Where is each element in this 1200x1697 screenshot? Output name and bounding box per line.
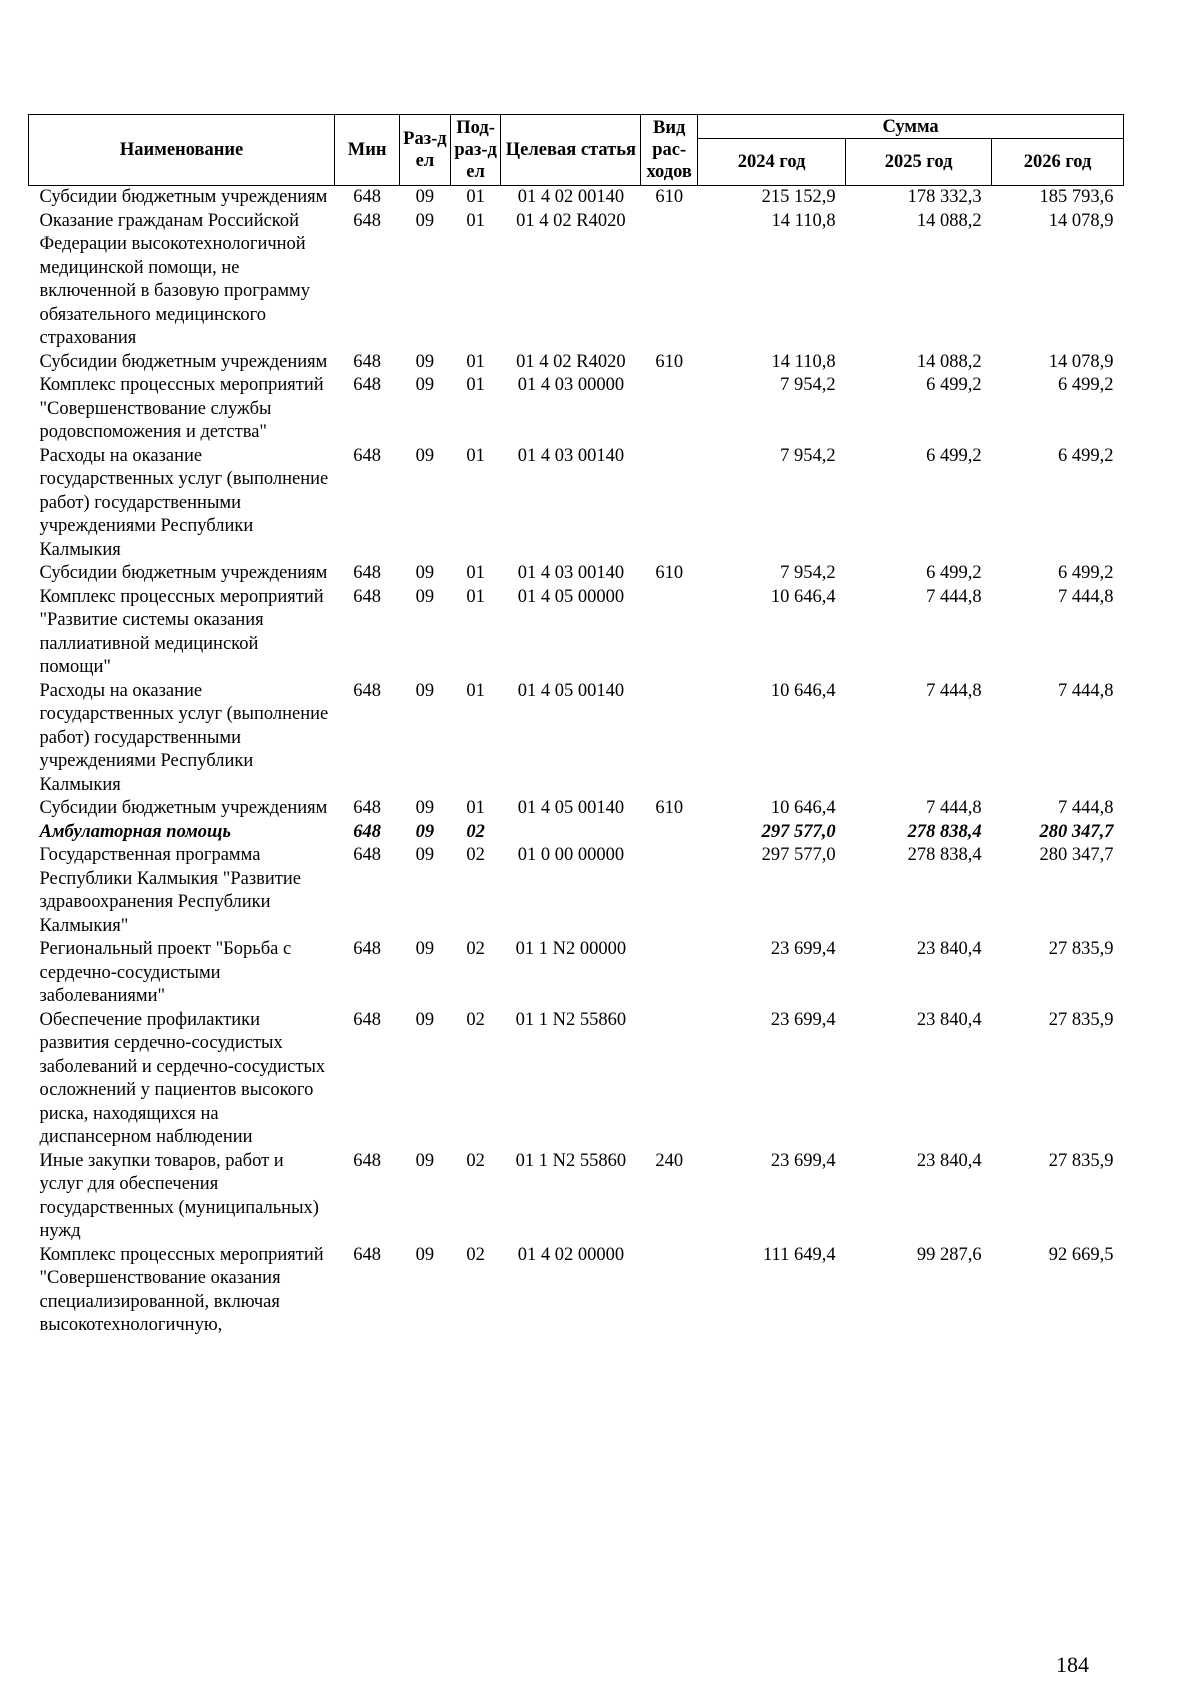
cell-podrazdel: 01 bbox=[466, 351, 485, 372]
cell-min: 648 bbox=[353, 445, 381, 466]
cell-razdel: 09 bbox=[415, 563, 435, 583]
cell-name: Комплекс процессных мероприятий "Совершенствование оказания специализированной, включая высокотехнологичную, bbox=[39, 1244, 324, 1335]
cell-name: Расходы на оказание государственных услуг (выполнение работ) государственными учреждениями Республики Калмыкия bbox=[39, 680, 329, 795]
cell-tselevaya: 01 1 N2 55860 bbox=[515, 1150, 627, 1171]
cell-amount-2024: 10 646,4 bbox=[770, 798, 836, 818]
cell-podrazdel: 02 bbox=[466, 1009, 485, 1030]
cell-amount-2026: 6 499,2 bbox=[1058, 375, 1114, 395]
header-year-2025: 2025 год bbox=[846, 139, 992, 186]
cell-podrazdel: 01 bbox=[466, 375, 485, 395]
cell-amount-2024: 10 646,4 bbox=[770, 680, 836, 701]
cell-amount-2025: 6 499,2 bbox=[926, 445, 982, 466]
cell-name: Иные закупки товаров, работ и услуг для обеспечения государственных (муниципальных) нужд bbox=[39, 1150, 319, 1241]
cell-vid bbox=[641, 210, 698, 351]
cell-amount-2025: 6 499,2 bbox=[926, 375, 982, 395]
cell-min: 648 bbox=[353, 586, 381, 607]
cell-amount-2024: 7 954,2 bbox=[780, 563, 836, 583]
cell-amount-2026: 7 444,8 bbox=[1058, 680, 1114, 701]
cell-amount-2025: 14 088,2 bbox=[916, 351, 982, 372]
cell-tselevaya: 01 0 00 00000 bbox=[517, 845, 625, 865]
cell-tselevaya: 01 1 N2 00000 bbox=[515, 939, 627, 959]
cell-min: 648 bbox=[353, 187, 381, 207]
table-row bbox=[29, 1009, 1124, 1150]
cell-amount-2025: 6 499,2 bbox=[926, 563, 982, 583]
cell-razdel: 09 bbox=[415, 845, 435, 865]
cell-razdel: 09 bbox=[415, 1009, 435, 1030]
cell-name: Комплекс процессных мероприятий "Совершенствование службы родовспоможения и детства" bbox=[39, 375, 324, 442]
cell-razdel: 09 bbox=[415, 1150, 435, 1171]
cell-tselevaya: 01 4 05 00140 bbox=[517, 798, 625, 818]
cell-tselevaya: 01 4 03 00140 bbox=[517, 445, 625, 466]
cell-amount-2026: 27 835,9 bbox=[1048, 1150, 1114, 1171]
cell-razdel: 09 bbox=[415, 680, 435, 701]
cell-amount-2025: 14 088,2 bbox=[916, 210, 982, 231]
cell-amount-2026: 6 499,2 bbox=[1058, 563, 1114, 583]
page-number: 184 bbox=[1056, 1652, 1089, 1677]
cell-podrazdel: 01 bbox=[466, 563, 485, 583]
cell-name: Расходы на оказание государственных услуг (выполнение работ) государственными учреждениями Республики Калмыкия bbox=[39, 445, 329, 560]
cell-amount-2025: 23 840,4 bbox=[916, 939, 982, 959]
cell-razdel: 09 bbox=[415, 375, 435, 395]
cell-vid: 610 bbox=[655, 351, 684, 372]
cell-amount-2026: 14 078,9 bbox=[1048, 210, 1114, 231]
header-razdel: Раз-дел bbox=[400, 115, 451, 186]
table-row bbox=[29, 186, 1124, 210]
cell-tselevaya: 01 4 05 00000 bbox=[517, 586, 625, 607]
cell-vid bbox=[641, 844, 698, 938]
cell-name: Комплекс процессных мероприятий "Развитие системы оказания паллиативной медицинской помощи" bbox=[39, 586, 324, 677]
cell-tselevaya: 01 4 02 00140 bbox=[517, 187, 625, 207]
cell-tselevaya: 01 4 03 00140 bbox=[517, 563, 625, 583]
cell-amount-2024: 23 699,4 bbox=[770, 1150, 836, 1171]
cell-vid bbox=[641, 821, 698, 845]
cell-amount-2026: 14 078,9 bbox=[1048, 351, 1114, 372]
cell-vid: 610 bbox=[655, 563, 684, 583]
cell-name: Государственная программа Республики Калмыкия "Развитие здравоохранения Республики Калмыкия" bbox=[39, 845, 301, 936]
cell-name: Оказание гражданам Российской Федерации высокотехнологичной медицинской помощи, не включенной в базовую программу обязательного медицинского страхования bbox=[39, 210, 311, 348]
cell-amount-2025: 23 840,4 bbox=[916, 1150, 982, 1171]
table-row bbox=[29, 1244, 1124, 1338]
cell-name: Амбулаторная помощь bbox=[39, 821, 231, 842]
cell-podrazdel: 01 bbox=[466, 680, 485, 701]
cell-amount-2024: 10 646,4 bbox=[770, 586, 836, 607]
header-vid: Вид рас-ходов bbox=[641, 115, 698, 186]
table-row bbox=[29, 1150, 1124, 1244]
cell-amount-2024: 14 110,8 bbox=[771, 351, 836, 372]
cell-amount-2024: 111 649,4 bbox=[762, 1244, 836, 1265]
cell-min: 648 bbox=[353, 939, 381, 959]
cell-amount-2026: 185 793,6 bbox=[1039, 187, 1114, 207]
header-year-2026: 2026 год bbox=[992, 139, 1124, 186]
table-row bbox=[29, 821, 1124, 845]
cell-vid bbox=[641, 1009, 698, 1150]
header-tselevaya: Целевая статья bbox=[501, 115, 641, 186]
cell-name: Региональный проект "Борьба с сердечно-сосудистыми заболеваниями" bbox=[39, 939, 292, 1006]
cell-razdel: 09 bbox=[415, 1244, 435, 1265]
table-body bbox=[29, 186, 1124, 1338]
cell-name: Субсидии бюджетным учреждениям bbox=[39, 187, 328, 207]
table-row bbox=[29, 586, 1124, 680]
cell-min: 648 bbox=[353, 210, 381, 231]
cell-vid: 610 bbox=[655, 798, 684, 818]
cell-name: Субсидии бюджетным учреждениям bbox=[39, 798, 328, 818]
cell-amount-2026: 7 444,8 bbox=[1058, 586, 1114, 607]
cell-razdel: 09 bbox=[415, 351, 435, 372]
cell-razdel: 09 bbox=[415, 187, 435, 207]
cell-podrazdel: 02 bbox=[466, 939, 485, 959]
table-header bbox=[29, 115, 1124, 186]
cell-tselevaya: 01 4 05 00140 bbox=[517, 680, 625, 701]
cell-vid: 610 bbox=[655, 187, 684, 207]
cell-amount-2024: 7 954,2 bbox=[780, 445, 836, 466]
header-name: Наименование bbox=[29, 115, 335, 186]
cell-amount-2025: 278 838,4 bbox=[907, 845, 982, 865]
table-row bbox=[29, 374, 1124, 445]
cell-podrazdel: 01 bbox=[466, 210, 485, 231]
cell-amount-2026: 7 444,8 bbox=[1058, 798, 1114, 818]
cell-amount-2025: 99 287,6 bbox=[916, 1244, 982, 1265]
cell-amount-2024: 215 152,9 bbox=[761, 187, 836, 207]
cell-tselevaya: 01 4 02 R4020 bbox=[516, 351, 626, 372]
cell-min: 648 bbox=[353, 1009, 381, 1030]
cell-vid bbox=[641, 1244, 698, 1338]
cell-vid bbox=[641, 374, 698, 445]
header-year-2024: 2024 год bbox=[698, 139, 846, 186]
cell-min: 648 bbox=[353, 798, 381, 818]
cell-name: Обеспечение профилактики развития сердечно-сосудистых заболеваний и сердечно-сосудистых осложнений у пациентов высокого риска, находящихся на диспансерном наблюдении bbox=[39, 1009, 326, 1147]
cell-amount-2026: 27 835,9 bbox=[1048, 1009, 1114, 1030]
cell-amount-2024: 7 954,2 bbox=[780, 375, 836, 395]
cell-podrazdel: 02 bbox=[466, 821, 485, 842]
cell-podrazdel: 01 bbox=[466, 445, 485, 466]
cell-amount-2026: 280 347,7 bbox=[1039, 821, 1114, 842]
table-row bbox=[29, 351, 1124, 375]
table-row bbox=[29, 562, 1124, 586]
cell-amount-2025: 23 840,4 bbox=[916, 1009, 982, 1030]
cell-podrazdel: 01 bbox=[466, 798, 485, 818]
cell-amount-2025: 7 444,8 bbox=[926, 680, 982, 701]
cell-name: Субсидии бюджетным учреждениям bbox=[39, 563, 328, 583]
table-row bbox=[29, 445, 1124, 563]
cell-name: Субсидии бюджетным учреждениям bbox=[39, 351, 328, 372]
cell-tselevaya: 01 1 N2 55860 bbox=[515, 1009, 627, 1030]
header-podrazdel: Под-раз-дел bbox=[450, 115, 501, 186]
cell-amount-2025: 178 332,3 bbox=[907, 187, 982, 207]
cell-amount-2026: 6 499,2 bbox=[1058, 445, 1114, 466]
cell-podrazdel: 02 bbox=[466, 1244, 485, 1265]
budget-table bbox=[28, 114, 1124, 1338]
cell-amount-2026: 92 669,5 bbox=[1048, 1244, 1114, 1265]
cell-min: 648 bbox=[353, 1150, 381, 1171]
cell-amount-2024: 297 577,0 bbox=[761, 821, 836, 842]
cell-min: 648 bbox=[353, 375, 381, 395]
cell-vid bbox=[641, 586, 698, 680]
cell-tselevaya: 01 4 02 R4020 bbox=[516, 210, 626, 231]
cell-podrazdel: 02 bbox=[466, 1150, 485, 1171]
header-min: Мин bbox=[335, 115, 400, 186]
cell-tselevaya: 01 4 03 00000 bbox=[517, 375, 625, 395]
cell-min: 648 bbox=[353, 563, 381, 583]
cell-razdel: 09 bbox=[415, 939, 435, 959]
table-row bbox=[29, 797, 1124, 821]
cell-razdel: 09 bbox=[415, 586, 435, 607]
cell-min: 648 bbox=[353, 680, 381, 701]
table-row bbox=[29, 210, 1124, 351]
cell-min: 648 bbox=[353, 821, 381, 842]
cell-amount-2024: 14 110,8 bbox=[771, 210, 836, 231]
cell-tselevaya bbox=[501, 821, 641, 845]
cell-amount-2025: 7 444,8 bbox=[926, 798, 982, 818]
cell-razdel: 09 bbox=[415, 798, 435, 818]
cell-amount-2026: 280 347,7 bbox=[1039, 845, 1114, 865]
cell-razdel: 09 bbox=[415, 821, 435, 842]
cell-min: 648 bbox=[353, 845, 381, 865]
cell-razdel: 09 bbox=[415, 210, 435, 231]
cell-amount-2024: 23 699,4 bbox=[770, 1009, 836, 1030]
cell-amount-2026: 27 835,9 bbox=[1048, 939, 1114, 959]
cell-vid bbox=[641, 680, 698, 798]
cell-vid: 240 bbox=[655, 1150, 684, 1171]
cell-vid bbox=[641, 445, 698, 563]
table-row bbox=[29, 844, 1124, 938]
cell-amount-2025: 7 444,8 bbox=[926, 586, 982, 607]
cell-min: 648 bbox=[353, 1244, 381, 1265]
header-summa: Сумма bbox=[698, 115, 1124, 139]
cell-min: 648 bbox=[353, 351, 381, 372]
cell-vid bbox=[641, 938, 698, 1009]
cell-amount-2024: 297 577,0 bbox=[761, 845, 836, 865]
table-row bbox=[29, 680, 1124, 798]
table-row bbox=[29, 938, 1124, 1009]
cell-amount-2025: 278 838,4 bbox=[907, 821, 982, 842]
cell-amount-2024: 23 699,4 bbox=[770, 939, 836, 959]
cell-podrazdel: 01 bbox=[466, 187, 485, 207]
cell-podrazdel: 02 bbox=[466, 845, 485, 865]
cell-podrazdel: 01 bbox=[466, 586, 485, 607]
cell-tselevaya: 01 4 02 00000 bbox=[517, 1244, 625, 1265]
cell-razdel: 09 bbox=[415, 445, 435, 466]
